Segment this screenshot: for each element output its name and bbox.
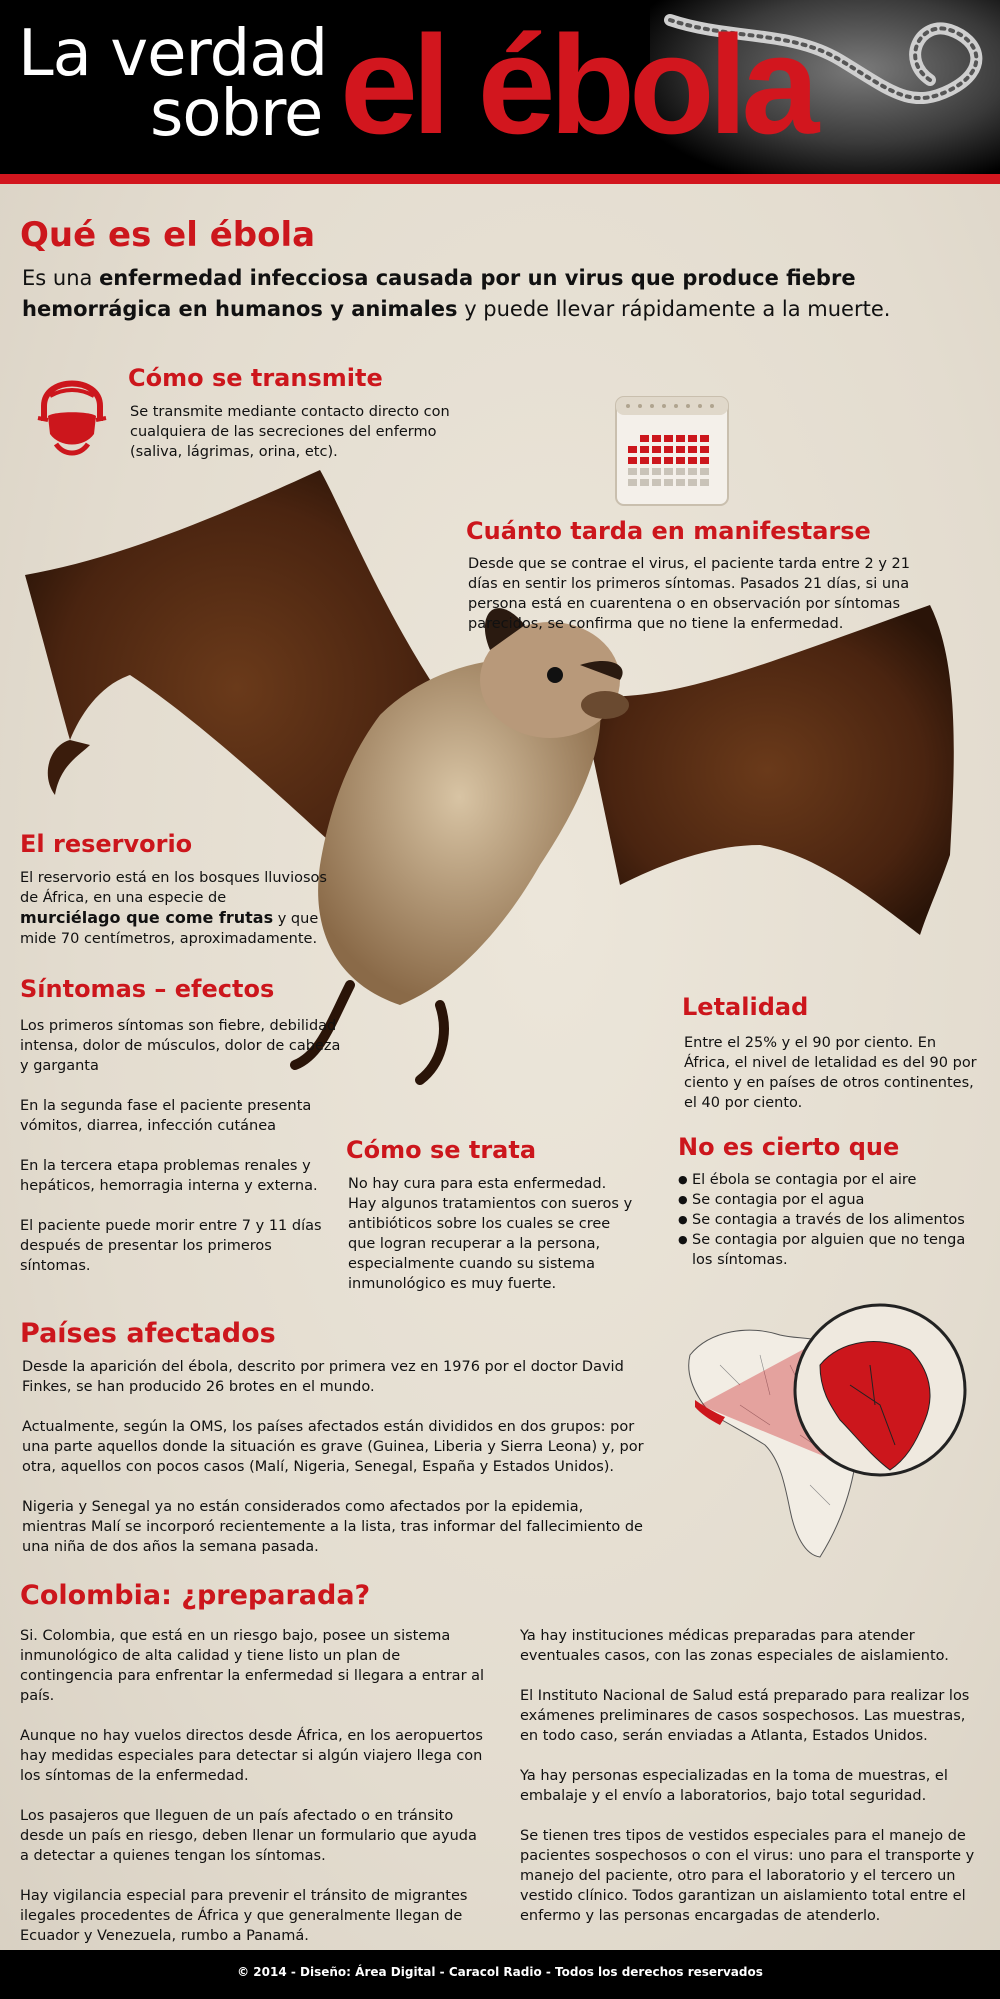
africa-map-image xyxy=(680,1295,980,1565)
colombia-paragraph: Si. Colombia, que está en un riesgo bajo, posee un sistema inmunológico de alta calidad y tiene listo un plan de contingencia para enfrentar la enfermedad si llegara a entrar al país. xyxy=(20,1628,485,1704)
what-is-desc-part1: Es una xyxy=(22,266,100,290)
colombia-right-column xyxy=(520,1626,985,1946)
transmission-text: Se transmite mediante contacto directo con cualquiera de las secreciones del enfermo (saliva, lágrimas, orina, etc). xyxy=(130,404,450,460)
colombia-paragraph: Los pasajeros que lleguen de un país afectado o en tránsito desde un país en riesgo, deben llenar un formulario que ayuda a detectar a quienes tengan los síntomas. xyxy=(20,1808,477,1864)
reservoir-text-part1: El reservorio está en los bosques lluviosos de África, en una especie de xyxy=(20,870,327,906)
symptoms-paragraph: En la tercera etapa problemas renales y hepáticos, hemorragia interna y externa. xyxy=(20,1158,318,1194)
section-title-transmission: Cómo se transmite xyxy=(128,364,383,392)
treatment-text: No hay cura para esta enfermedad. Hay algunos tratamientos con sueros y antibióticos sobre los cuales se cree que logran recuperar a la persona, especialmente cuando su sistema inmunológico es muy fuerte. xyxy=(348,1176,633,1292)
section-title-incubation: Cuánto tarda en manifestarse xyxy=(466,517,871,545)
section-title-reservoir: El reservorio xyxy=(20,830,193,858)
title-highlight: el ébola xyxy=(340,6,814,163)
header-banner xyxy=(0,0,1000,174)
colombia-paragraph: Se tienen tres tipos de vestidos especiales para el manejo de pacientes sospechosos o con el virus: uno para el transporte y manejo del paciente, otro para el laboratorio y el tercero un vestido clínico. Todos garantizan un aislamiento total entre el enfermo y las personas encargadas de atenderlo. xyxy=(520,1828,975,1924)
colombia-paragraph: Ya hay personas especializadas en la toma de muestras, el embalaje y el envío a laboratorios, bajo total seguridad. xyxy=(520,1768,948,1804)
reservoir-text-part2: y que mide 70 centímetros, aproximadamente. xyxy=(20,911,319,947)
calendar-icon xyxy=(614,395,730,507)
myths-list xyxy=(680,1170,990,1270)
lethality-text: Entre el 25% y el 90 por ciento. En África, el nivel de letalidad es del 90 por ciento y en países de otros continentes, el 40 por ciento. xyxy=(684,1035,977,1111)
section-title-myths: No es cierto que xyxy=(678,1133,900,1161)
section-title-symptoms: Síntomas – efectos xyxy=(20,975,275,1003)
what-is-desc-bold: enfermedad infecciosa causada por un virus que produce fiebre hemorrágica en humanos y animales xyxy=(22,266,856,321)
section-title-lethality: Letalidad xyxy=(682,993,809,1021)
title-line-2: sobre xyxy=(150,77,323,151)
title-line-1: La verdad xyxy=(18,17,328,91)
countries-paragraph: Actualmente, según la OMS, los países afectados están divididos en dos grupos: por una parte aquellos donde la situación es grave (Guinea, Liberia y Sierra Leona) y, por otra, aquellos con pocos casos (Malí, Nigeria, Senegal, España y Estados Unidos). xyxy=(22,1419,644,1475)
countries-paragraph: Nigeria y Senegal ya no están considerados como afectados por la epidemia, mientras Malí se incorporó recientemente a la lista, tras informar del fallecimiento de una niña de dos años la semana pasada. xyxy=(22,1499,643,1555)
what-is-description xyxy=(22,263,992,325)
section-title-treatment: Cómo se trata xyxy=(346,1136,537,1164)
list-item: ● Se contagia a través de los alimentos xyxy=(680,1210,990,1230)
colombia-paragraph: Hay vigilancia especial para prevenir el tránsito de migrantes ilegales procedentes de África y que generalmente llegan de Ecuador y Venezuela, rumbo a Panamá. xyxy=(20,1888,468,1944)
header-red-stripe xyxy=(0,174,1000,184)
section-title-what-is: Qué es el ébola xyxy=(20,215,316,255)
what-is-desc-part2: y puede llevar rápidamente a la muerte. xyxy=(457,297,891,321)
countries-text xyxy=(22,1357,652,1577)
footer-credits: © 2014 - Diseño: Área Digital - Caracol Radio - Todos los derechos reservados xyxy=(237,1965,763,1979)
list-item: ● El ébola se contagia por el aire xyxy=(680,1170,990,1190)
colombia-paragraph: El Instituto Nacional de Salud está preparado para realizar los exámenes preliminares de casos sospechosos. Las muestras, en todo caso, serán enviadas a Atlanta, Estados Unidos. xyxy=(520,1688,970,1744)
section-title-countries: Países afectados xyxy=(20,1318,276,1349)
colombia-paragraph: Ya hay instituciones médicas preparadas para atender eventuales casos, con las zonas especiales de aislamiento. xyxy=(520,1628,949,1664)
symptoms-text xyxy=(20,1016,345,1296)
reservoir-text xyxy=(20,868,330,949)
list-item: ● Se contagia por alguien que no tenga los síntomas. xyxy=(680,1230,990,1270)
symptoms-paragraph: Los primeros síntomas son fiebre, debilidad intensa, dolor de músculos, dolor de cabeza y garganta xyxy=(20,1018,341,1074)
symptoms-paragraph: En la segunda fase el paciente presenta vómitos, diarrea, infección cutánea xyxy=(20,1098,312,1134)
face-mask-icon xyxy=(34,366,110,456)
section-title-colombia: Colombia: ¿preparada? xyxy=(20,1580,371,1611)
countries-paragraph: Desde la aparición del ébola, descrito por primera vez en 1976 por el doctor David Finkes, se han producido 26 brotes en el mundo. xyxy=(22,1359,624,1395)
symptoms-paragraph: El paciente puede morir entre 7 y 11 días después de presentar los primeros síntomas. xyxy=(20,1218,322,1274)
colombia-left-column xyxy=(20,1626,490,1966)
incubation-text: Desde que se contrae el virus, el paciente tarda entre 2 y 21 días en sentir los primeros síntomas. Pasados 21 días, si una persona está en cuarentena o en observación por síntomas parecidos, se confirma que no tiene la enfermedad. xyxy=(468,556,910,632)
reservoir-text-bold: murciélago que come frutas xyxy=(20,908,274,927)
colombia-paragraph: Aunque no hay vuelos directos desde África, en los aeropuertos hay medidas especiales para detectar si algún viajero llega con los síntomas de la enfermedad. xyxy=(20,1728,483,1784)
list-item: ● Se contagia por el agua xyxy=(680,1190,990,1210)
